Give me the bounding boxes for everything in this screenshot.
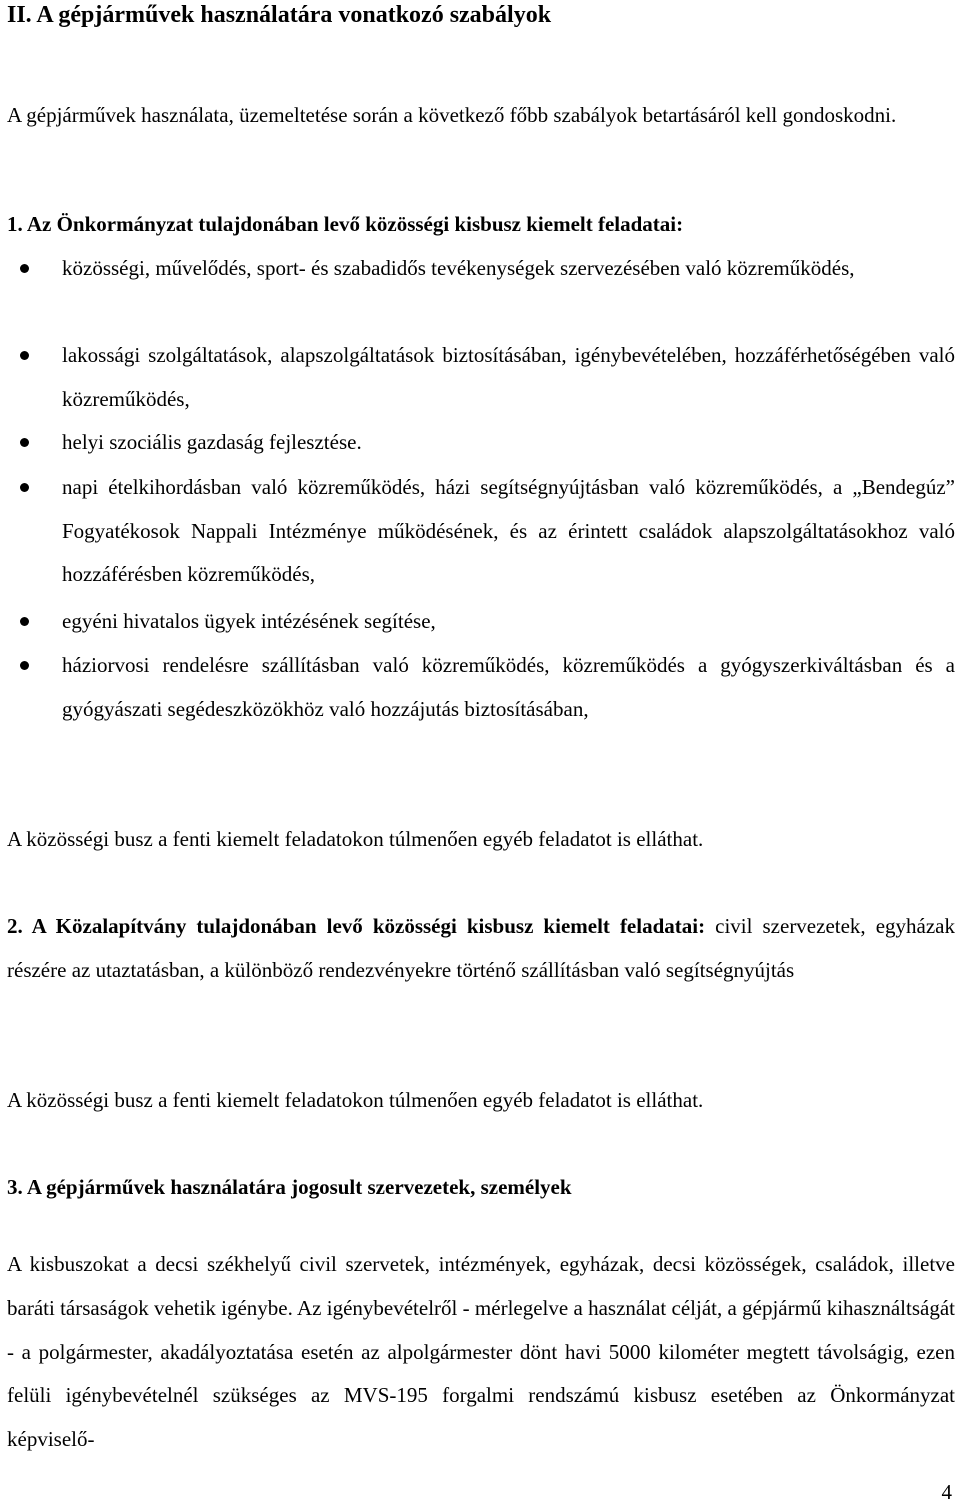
- bullet-icon: [20, 617, 29, 626]
- list-item-text: lakossági szolgáltatások, alapszolgáltatások biztosításában, igénybevételében, hozzáférhetőségében való közreműködés,: [62, 343, 955, 411]
- list-item-text: napi ételkihordásban való közreműködés, házi segítségnyújtásban való közreműködés, a „Bendegúz” Fogyatékosok Nappali Intézménye működésének, és az érintett családok alapszolgáltatásokhoz való hozzáférésben közreműködés,: [62, 475, 955, 586]
- section1-item: [20, 247, 955, 291]
- section1-item: [20, 421, 955, 465]
- section1-title: 1. Az Önkormányzat tulajdonában levő közösségi kisbusz kiemelt feladatai:: [7, 212, 684, 236]
- bullet-icon: [20, 264, 29, 273]
- intro-paragraph: A gépjárművek használata, üzemeltetése során a következő főbb szabályok betartásáról kell gondoskodni.: [7, 103, 897, 127]
- section2-note: A közösségi busz a fenti kiemelt feladatokon túlmenően egyéb feladatot is elláthat.: [7, 1088, 704, 1112]
- page-title: II. A gépjárművek használatára vonatkozó szabályok: [7, 2, 552, 28]
- section1-item: [20, 600, 955, 644]
- section2-title: 2. A Közalapítvány tulajdonában levő közösségi kisbusz kiemelt feladatai:: [7, 914, 706, 938]
- section3-title: 3. A gépjárművek használatára jogosult szervezetek, személyek: [7, 1175, 572, 1199]
- section2-text: civil szervezetek, egyházak részére az utaztatásban, a különböző rendezvényekre történő szállításban való segítségnyújtás: [7, 914, 955, 982]
- bullet-icon: [20, 438, 29, 447]
- list-item-text: egyéni hivatalos ügyek intézésének segítése,: [62, 609, 436, 633]
- section1-item: [20, 466, 955, 597]
- page-number: 4: [941, 1480, 952, 1504]
- section2-paragraph: [7, 905, 955, 992]
- list-item-text: helyi szociális gazdaság fejlesztése.: [62, 430, 362, 454]
- section3-paragraph: A kisbuszokat a decsi székhelyű civil szervetek, intézmények, egyházak, decsi közösségek, családok, illetve baráti társaságok vehetik igénybe. Az igénybevételről - mérlegelve a használat célját, a gépjármű kihasználtságát - a polgármester, akadályoztatása esetén az alpolgármester dönt havi 5000 kilométer megtett távolságig, ezen felüli igénybevételnél szükséges az MVS-195 forgalmi rendszámú kisbusz esetében az Önkormányzat képviselő-: [7, 1252, 955, 1452]
- list-item-text: közösségi, művelődés, sport- és szabadidős tevékenységek szervezésében való közreműködés,: [62, 256, 855, 280]
- section1-item: [20, 644, 955, 731]
- bullet-icon: [20, 483, 29, 492]
- section1-item: [20, 334, 955, 421]
- heading-block: [7, 2, 955, 29]
- bullet-icon: [20, 661, 29, 670]
- section1-note: A közösségi busz a fenti kiemelt feladatokon túlmenően egyéb feladatot is elláthat.: [7, 827, 704, 851]
- list-item-text: háziorvosi rendelésre szállításban való közreműködés, közreműködés a gyógyszerkiváltásban és a gyógyászati segédeszközökhöz való hozzájutás biztosításában,: [62, 653, 955, 721]
- bullet-icon: [20, 351, 29, 360]
